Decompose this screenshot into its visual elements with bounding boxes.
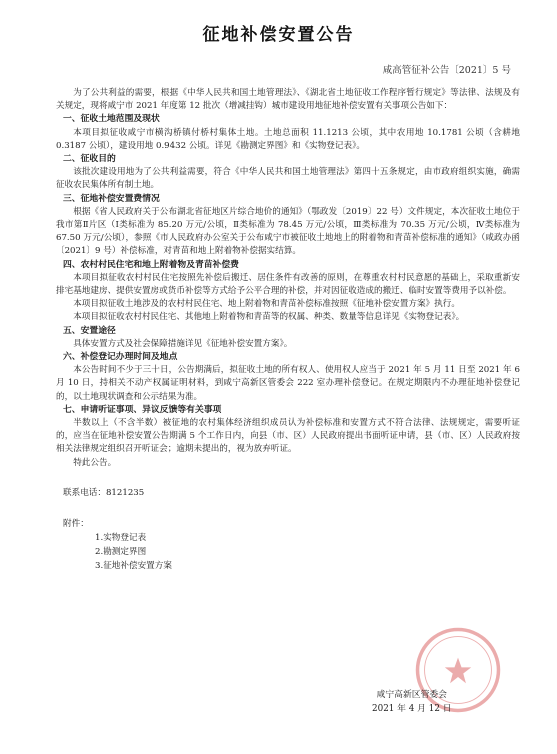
section-paragraph: 本公告时间不少于三十日，公告期满后，拟征收土地的所有权人、使用权人应当于 2021 年 5 月 11 日至 2021 年 6 月 10 日，持相关不动产权属证明材料，到咸宁高新区管委会 222 室办理补偿登记。在规定期限内不办理征地补偿登记的，以土地现状调查和公示结果为准。 [56, 365, 520, 402]
section-paragraph: 具体安置方式及社会保障措施详见《征地补偿安置方案》。 [73, 338, 293, 349]
attachment-item: 2.勘测定界图 [95, 547, 147, 558]
section-paragraph: 本项目拟征收土地涉及的农村村民住宅、地上附着物和青苗补偿标准按照《征地补偿安置方案》执行。 [73, 299, 460, 310]
section-heading: 三、征地补偿安置费情况 [63, 193, 160, 204]
attachments-label: 附件： [63, 519, 89, 530]
document-number: 咸高管征补公告〔2021〕5 号 [382, 65, 511, 76]
attachment-item: 1.实物登记表 [95, 533, 147, 544]
section-heading: 二、征收目的 [63, 154, 116, 165]
signature-block [372, 688, 452, 716]
contact-phone: 联系电话：8121235 [63, 487, 145, 498]
section-heading: 六、补偿登记办理时间及地点 [63, 352, 178, 363]
section-paragraph: 根据《省人民政府关于公布湖北省征地区片综合地价的通知》（鄂政发〔2019〕22 号）文件规定，本次征收土地位于我市第Ⅱ片区（Ⅰ类标准为 85.20 万元/公顷，Ⅱ类标准为 78.45 万元/公顷，Ⅲ类标准为 70.35 万元/公顷，Ⅳ类标准为 67.50 万元/公顷），参照《市人民政府办公室关于公布咸宁市被征收土地地上的附着物和青苗补偿标准的通知》（咸政办函〔2021〕9 号）补偿标准，对青苗和地上附着物补偿据实结算。 [56, 206, 520, 257]
issue-date: 2021 年 4 月 12 日 [372, 704, 452, 714]
attachment-item: 3.征地补偿安置方案 [95, 561, 172, 572]
section-paragraph: 半数以上（不含半数）被征地的农村集体经济组织成员认为补偿标准和安置方式不符合法律、法规规定，需要听证的，应当在征地补偿安置公告期满 5 个工作日内，向县（市、区）人民政府提出书面听证申请，县（市、区）人民政府按相关法律规定组织召开听证会；逾期未提出的，视为放弃听证。 [56, 418, 520, 455]
section-heading: 四、农村村民住宅和地上附着物及青苗补偿费 [63, 259, 239, 270]
section-heading: 五、安置途径 [63, 325, 116, 336]
section-paragraph: 本项目拟征收咸宁市横沟桥镇付桥村集体土地。土地总面积 11.1213 公顷，其中农用地 10.1781 公顷（含耕地 0.3187 公顷），建设用地 0.9432 公顷。详见《勘测定界图》和《实物登记表》。 [56, 127, 520, 151]
issuing-organization: 咸宁高新区管委会 [376, 690, 447, 700]
section-paragraph: 本项目拟征收农村村民住宅、其他地上附着物和青苗等的权属、种类、数量等信息详见《实物登记表》。 [73, 312, 465, 323]
closing-line: 特此公告。 [73, 457, 117, 468]
section-paragraph: 该批次建设用地为了公共利益需要，符合《中华人民共和国土地管理法》第四十五条规定，由市政府组织实施，确需征收农民集体所有制土地。 [56, 167, 520, 191]
section-heading: 七、申请听证事项、异议反馈等有关事项 [63, 404, 222, 415]
section-paragraph: 本项目拟征收农村村民住宅按照先补偿后搬迁、居住条件有改善的原则，在尊重农村村民意愿的基础上，采取重新安排宅基地建房、提供安置房或货币补偿等方式给予公平合理的补偿，并对因征收造成的搬迁、临时安置等费用予以补偿。 [56, 272, 520, 297]
section-heading: 一、征收土地范围及现状 [63, 114, 160, 125]
intro-paragraph: 为了公共利益的需要，根据《中华人民共和国土地管理法》、《湖北省土地征收工作程序暂行规定》等法律、法规及有关规定，现将咸宁市 2021 年度第 12 批次（增减挂钩）城市建设用地征地补偿安置有关事项公告如下： [56, 88, 520, 112]
document-body [56, 87, 520, 573]
document-title: 征地补偿安置公告 [202, 25, 355, 45]
